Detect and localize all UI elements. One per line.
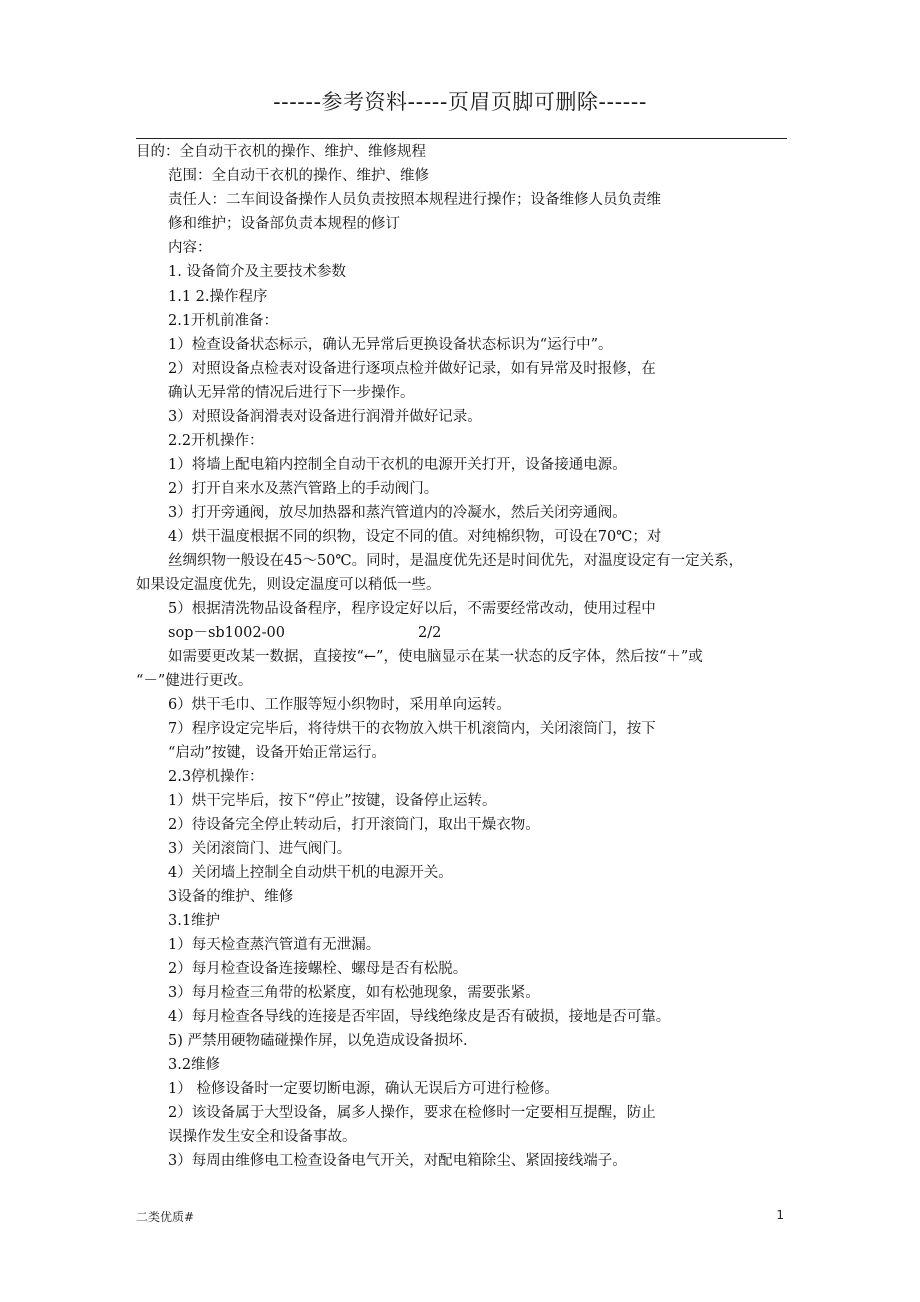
document-code-line <box>168 623 441 643</box>
document-page-ref: 2/2 <box>418 625 442 641</box>
list-item: 1）将墙上配电箱内控制全自动干衣机的电源开关打开，设备接通电源。 <box>168 457 627 473</box>
list-item: 1）检查设备状态标示，确认无异常后更换设备状态标识为“运行中”。 <box>168 337 613 353</box>
header-divider <box>136 138 787 139</box>
list-item-cont: “启动”按键，设备开始正常运行。 <box>168 745 386 761</box>
purpose-line: 目的：全自动干衣机的操作、维护、维修规程 <box>136 144 426 160</box>
section-heading: 1.1 2.操作程序 <box>168 289 268 305</box>
list-item: 2）每月检查设备连接螺栓、螺母是否有松脱。 <box>168 961 468 977</box>
list-item-cont: 丝绸织物一般设在45～50℃。同时，是温度优先还是时间优先，对温度设定有一定关系， <box>168 553 744 569</box>
page-header: ------参考资料-----页眉页脚可删除------ <box>273 90 647 114</box>
list-item: 5）根据清洗物品设备程序，程序设定好以后，不需要经常改动，使用过程中 <box>168 601 656 617</box>
section-heading: 3设备的维护、维修 <box>168 889 294 905</box>
list-item-cont: 确认无异常的情况后进行下一步操作。 <box>168 385 415 401</box>
section-heading: 3.2维修 <box>168 1057 221 1073</box>
document-code: sop－sb1002-00 <box>168 625 285 641</box>
section-heading: 3.1维护 <box>168 913 221 929</box>
list-item: 4）关闭墙上控制全自动烘干机的电源开关。 <box>168 865 453 881</box>
list-item: 3）对照设备润滑表对设备进行润滑并做好记录。 <box>168 409 482 425</box>
list-item: 4）烘干温度根据不同的织物，设定不同的值。对纯棉织物，可设在70℃；对 <box>168 529 662 545</box>
list-item: 2）待设备完全停止转动后，打开滚筒门，取出干燥衣物。 <box>168 817 540 833</box>
list-item: 4）每月检查各导线的连接是否牢固，导线绝缘皮是否有破损，接地是否可靠。 <box>168 1009 671 1025</box>
section-heading: 2.2开机操作： <box>168 433 264 449</box>
list-item: 2）对照设备点检表对设备进行逐项点检并做好记录，如有异常及时报修，在 <box>168 361 656 377</box>
list-item-cont: 误操作发生安全和设备事故。 <box>168 1129 357 1145</box>
list-item: 3）每月检查三角带的松紧度，如有松弛现象，需要张紧。 <box>168 985 540 1001</box>
list-item-cont: “－”健进行更改。 <box>136 673 253 689</box>
page-number: 1 <box>776 1208 784 1222</box>
responsible-line: 责任人：二车间设备操作人员负责按照本规程进行操作；设备维修人员负责维 <box>168 192 661 208</box>
list-item: 3）打开旁通阀，放尽加热器和蒸汽管道内的冷凝水，然后关闭旁通阀。 <box>168 505 627 521</box>
list-item: 5) 严禁用硬物磕碰操作屏，以免造成设备损坏. <box>168 1033 468 1049</box>
list-item: 6）烘干毛巾、工作服等短小织物时，采用单向运转。 <box>168 697 511 713</box>
section-heading: 2.1开机前准备： <box>168 313 279 329</box>
section-heading: 1. 设备简介及主要技术参数 <box>168 264 346 280</box>
list-item: 2）打开自来水及蒸汽管路上的手动阀门。 <box>168 481 439 497</box>
content-label: 内容： <box>168 240 212 256</box>
scope-line: 范围：全自动干衣机的操作、维护、维修 <box>168 168 429 184</box>
list-item: 1）每天检查蒸汽管道有无泄漏。 <box>168 937 381 953</box>
footer-label: 二类优质# <box>136 1210 195 1224</box>
list-item-cont: 如需要更改某一数据，直接按“←”，使电脑显示在某一状态的反字体，然后按“＋”或 <box>168 649 703 665</box>
list-item: 7）程序设定完毕后，将待烘干的衣物放入烘干机滚筒内，关闭滚筒门，按下 <box>168 721 656 737</box>
list-item: 3）关闭滚筒门、进气阀门。 <box>168 841 352 857</box>
list-item: 3）每周由维修电工检查设备电气开关，对配电箱除尘、紧固接线端子。 <box>168 1153 627 1169</box>
list-item: 2）该设备属于大型设备，属多人操作，要求在检修时一定要相互提醒，防止 <box>168 1105 656 1121</box>
list-item-cont: 如果设定温度优先，则设定温度可以稍低一些。 <box>136 577 441 593</box>
list-item: 1） 检修设备时一定要切断电源，确认无误后方可进行检修。 <box>168 1081 559 1097</box>
section-heading: 2.3停机操作： <box>168 769 264 785</box>
list-item: 1）烘干完毕后，按下“停止”按键，设备停止运转。 <box>168 793 497 809</box>
responsible-line-cont: 修和维护；设备部负责本规程的修订 <box>168 216 400 232</box>
